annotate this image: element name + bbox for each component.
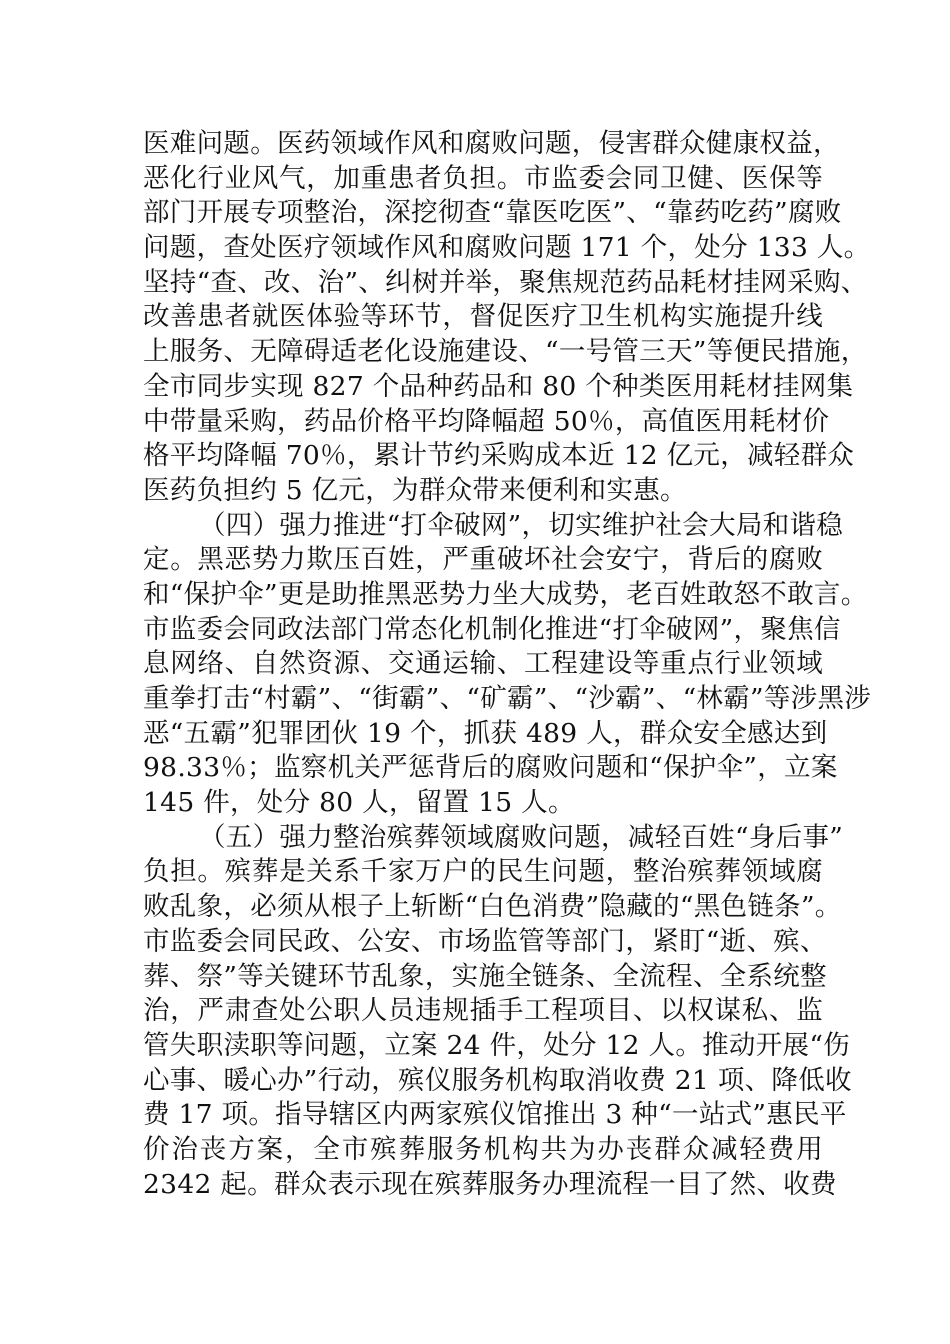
text-line: 部门开展专项整治，深挖彻查“靠医吃医”、“靠药吃药”腐败	[143, 197, 842, 229]
text-line: 心事、暖心办”行动，殡仪服务机构取消收费 21 项、降低收	[143, 1064, 852, 1096]
text-line: 败乱象，必须从根子上斩断“白色消费”隐藏的“黑色链条”。	[143, 891, 842, 923]
text-line: 98.33％；监察机关严惩背后的腐败问题和“保护伞”，立案	[143, 752, 838, 784]
text-line: 市监委会同民政、公安、市场监管等部门，紧盯“逝、殡、	[143, 925, 827, 957]
text-line: 定。黑恶势力欺压百姓，严重破坏社会安宁，背后的腐败	[143, 544, 823, 576]
text-line: 息网络、自然资源、交通运输、工程建设等重点行业领域	[143, 648, 823, 680]
text-line: 医难问题。医药领域作风和腐败问题，侵害群众健康权益，	[143, 128, 840, 159]
text-line: 2342 起。群众表示现在殡葬服务办理流程一目了然、收费	[143, 1168, 837, 1200]
text-line: 问题，查处医疗领域作风和腐败问题 171 个，处分 133 人。	[143, 232, 871, 264]
text-line: 和“保护伞”更是助推黑恶势力坐大成势，老百姓敢怒不敢言。	[143, 578, 868, 610]
text-line: 格平均降幅 70％，累计节约采购成本近 12 亿元，减轻群众	[143, 440, 855, 472]
text-line: 中带量采购，药品价格平均降幅超 50％，高值医用耗材价	[143, 405, 830, 437]
text-line: 负担。殡葬是关系千家万户的民生问题，整治殡葬领域腐	[143, 856, 823, 888]
text-line: 重拳打击“村霸”、“街霸”、“矿霸”、“沙霸”、“林霸”等涉黑涉	[143, 683, 872, 714]
text-line: 费 17 项。指导辖区内两家殡仪馆推出 3 种“一站式”惠民平	[143, 1099, 847, 1131]
text-line: （四）强力推进“打伞破网”，切实维护社会大局和谐稳	[199, 509, 844, 541]
text-line: 治，严肃查处公职人员违规插手工程项目、以权谋私、监	[143, 995, 823, 1027]
text-line: 改善患者就医体验等环节，督促医疗卫生机构实施提升线	[143, 301, 823, 333]
text-line: 恶“五霸”犯罪团伙 19 个，抓获 489 人，群众安全感达到	[143, 717, 828, 749]
body-text	[143, 127, 872, 1202]
text-line: 上服务、无障碍适老化设施建设、“一号管三天”等便民措施，	[143, 336, 868, 368]
text-line: 医药负担约 5 亿元，为群众带来便利和实惠。	[143, 474, 687, 506]
text-line: 市监委会同政法部门常态化机制化推进“打伞破网”，聚焦信	[143, 613, 841, 645]
text-line: （五）强力整治殡葬领域腐败问题，减轻百姓“身后事”	[199, 821, 844, 853]
text-line: 145 件，处分 80 人，留置 15 人。	[143, 787, 575, 819]
text-line: 价治丧方案，全市殡葬服务机构共为办丧群众减轻费用	[143, 1133, 823, 1165]
text-line: 葬、祭”等关键环节乱象，实施全链条、全流程、全系统整	[143, 960, 827, 992]
text-line: 管失职渎职等问题，立案 24 件，处分 12 人。推动开展“伤	[143, 1029, 850, 1061]
text-line: 恶化行业风气，加重患者负担。市监委会同卫健、医保等	[143, 162, 823, 194]
text-line: 坚持“查、改、治”、纠树并举，聚焦规范药品耗材挂网采购、	[143, 266, 868, 298]
text-line: 全市同步实现 827 个品种药品和 80 个种类医用耗材挂网集	[143, 370, 854, 402]
